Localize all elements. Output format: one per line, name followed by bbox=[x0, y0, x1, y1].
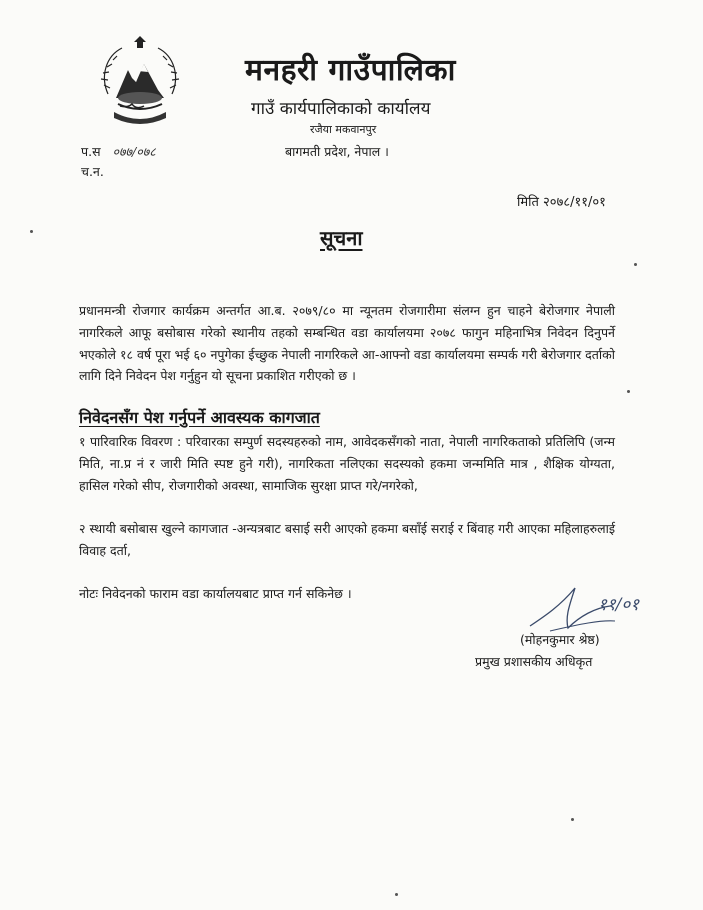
ps-value: ०७७/०७८ bbox=[112, 144, 156, 159]
handwritten-date: ११/०१ bbox=[598, 595, 640, 615]
scan-speck bbox=[395, 893, 398, 896]
ps-label: प.स bbox=[81, 144, 101, 159]
office-place: रजैया मकवानपुर bbox=[310, 123, 377, 136]
documents-heading: निवेदनसँग पेश गर्नुपर्ने आवस्यक कागजात bbox=[79, 408, 320, 427]
office-province: बागमती प्रदेश, नेपाल । bbox=[285, 144, 389, 159]
document-item-2: २ स्थायी बसोबास खुल्ने कागजात -अन्यत्रबाट बसाई सरी आएको हकमा बसाँई सराई र बिंवाह गरी आएका महिलाहरुलाई विवाह दर्ता, bbox=[79, 521, 615, 558]
notice-title: सूचना bbox=[320, 226, 363, 250]
office-name: मनहरी गाउँपालिका bbox=[245, 53, 456, 88]
note-text: नोटः निवेदनको फाराम वडा कार्यालयबाट प्राप्त गर्न सकिनेछ । bbox=[79, 586, 352, 601]
signer-name: (मोहनकुमार श्रेष्ठ) bbox=[520, 632, 600, 647]
scan-speck bbox=[30, 230, 33, 233]
nepal-government-emblem-icon bbox=[96, 36, 184, 128]
scan-speck bbox=[571, 818, 574, 821]
signer-title: प्रमुख प्रशासकीय अधिकृत bbox=[475, 654, 593, 669]
document-item-1: १ पारिवारिक विवरण : परिवारका सम्पुर्ण सदस्यहरुको नाम, आवेदकसँगको नाता, नेपाली नागरिकताको प्रतिलिपि (जन्म मिति, ना.प्र नं र जारी मिति स्पष्ट हुने गरी), नागरिकता नलिएका सदस्यको हकमा जन्ममिति मात्र , शैक्षिक योग्यता, हासिल गरेको सीप, रोजगारीको अवस्था, सामाजिक सुरक्षा प्राप्त गरे/नगरेको, bbox=[79, 434, 615, 493]
scan-speck bbox=[634, 263, 637, 266]
main-paragraph: प्रधानमन्त्री रोजगार कार्यक्रम अन्तर्गत आ.ब. २०७९/८० मा न्यूनतम रोजगारीमा संलग्न हुन चाहने बेरोजगार नेपाली नागरिकले आफू बसोबास गरेको स्थानीय तहको सम्बन्धित वडा कार्यालयमा २०७८ फागुन महिनाभित्र निवेदन दिनुपर्ने भएकोले १८ वर्ष पूरा भई ६० नपुगेका ईच्छुक नेपाली नागरिकले आ-आफ्नो वडा कार्यालयमा सम्पर्क गरी बेरोजगार दर्ताको लागि दिने निवेदन पेश गर्नुहुन यो सूचना प्रकाशित गरीएको छ । bbox=[79, 303, 615, 384]
scan-speck bbox=[627, 390, 630, 393]
office-subtitle: गाउँ कार्यपालिकाको कार्यालय bbox=[251, 99, 431, 119]
cn-label: च.न. bbox=[81, 164, 104, 179]
reference-number bbox=[81, 143, 156, 160]
notice-date: मिति २०७८/११/०१ bbox=[517, 195, 606, 210]
